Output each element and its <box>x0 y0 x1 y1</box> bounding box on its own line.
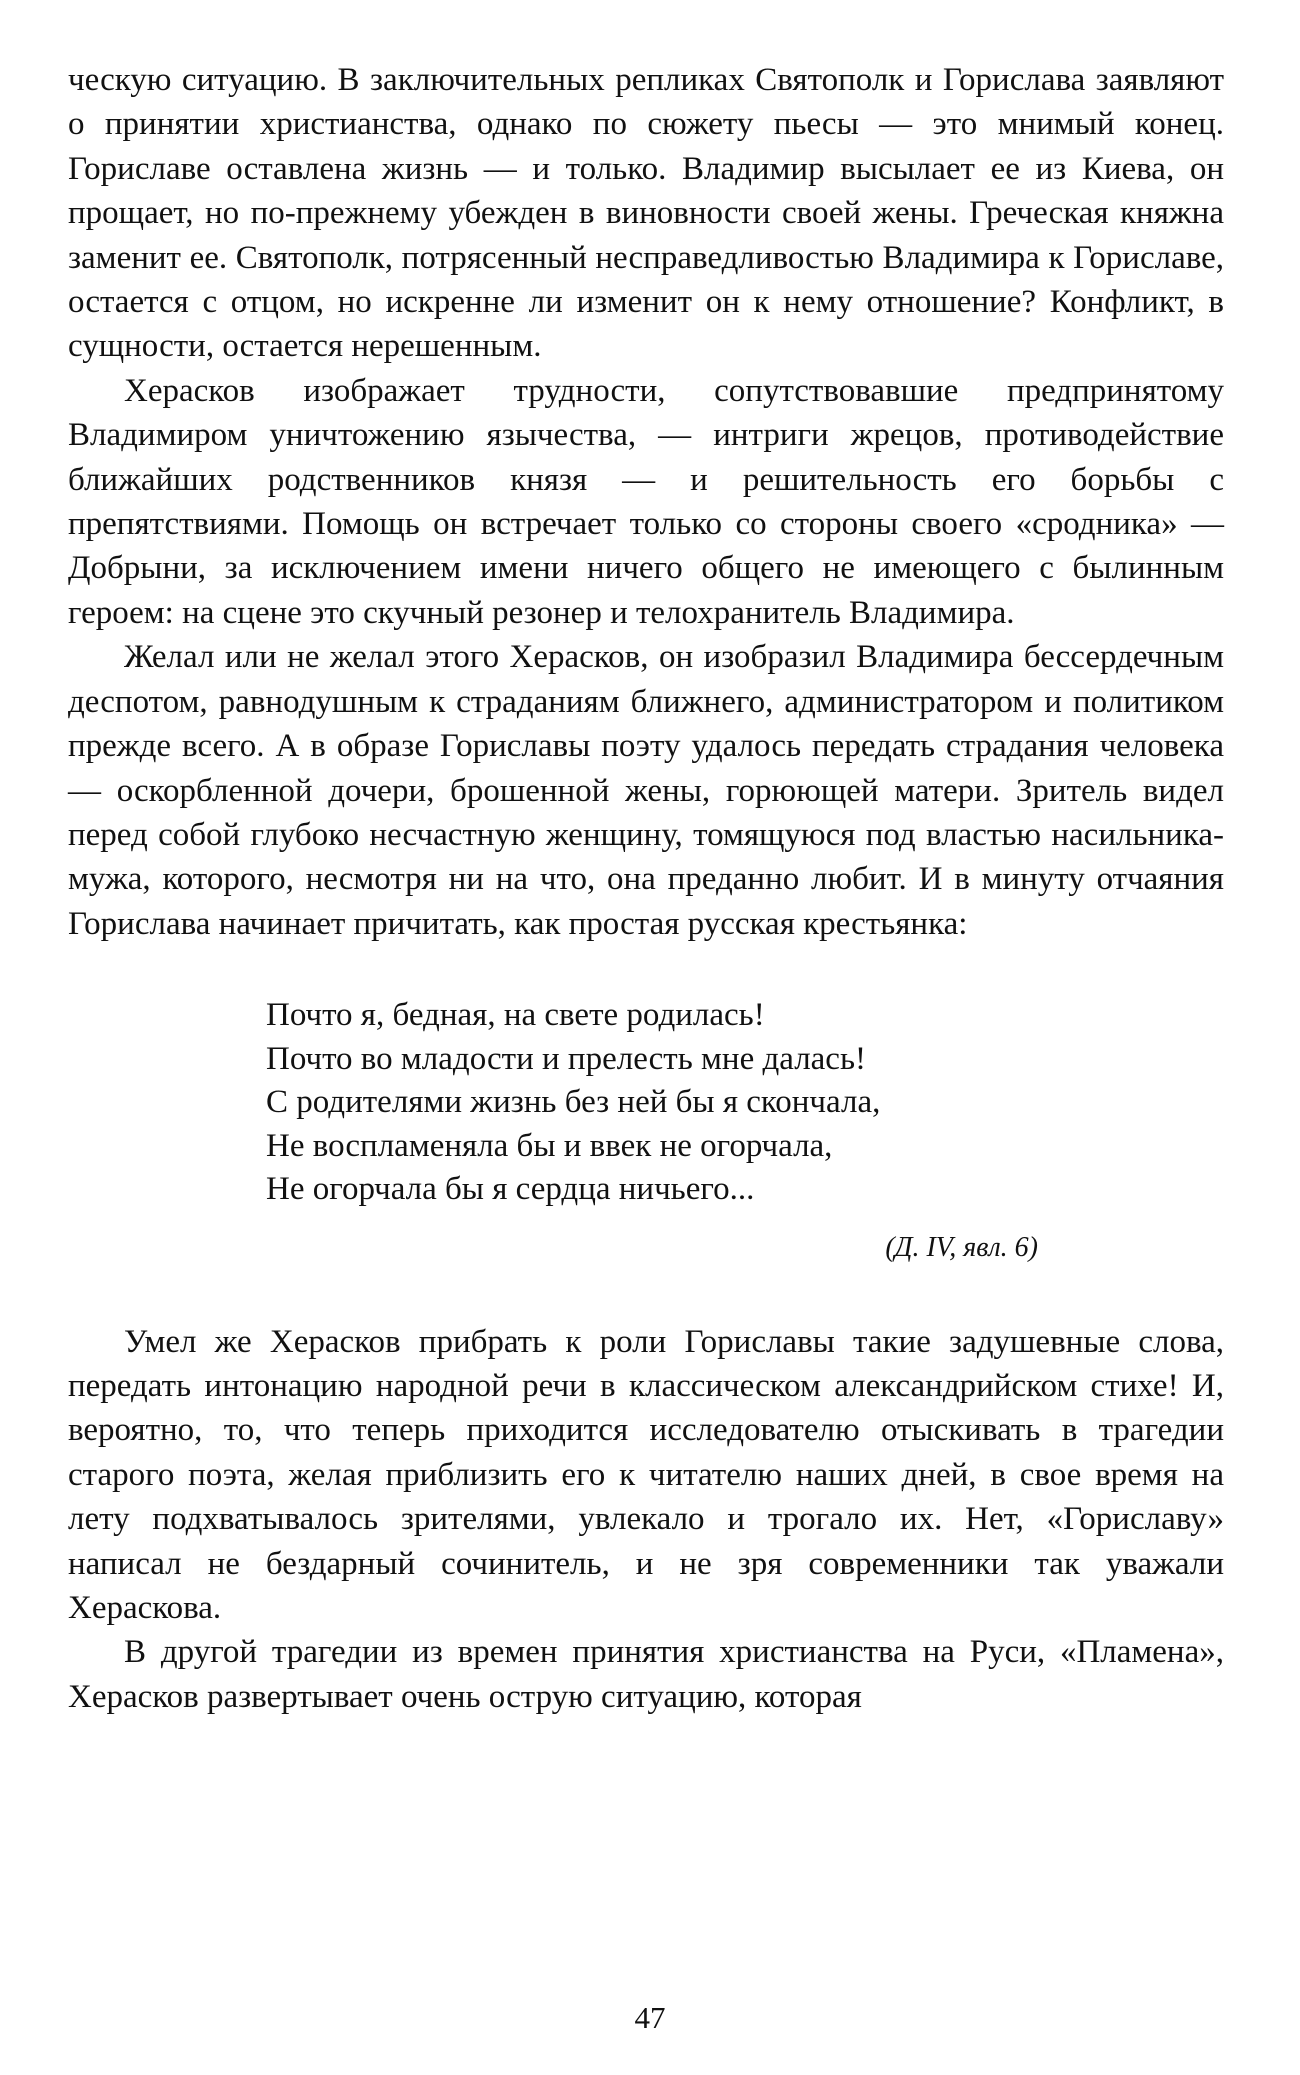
poem-line-3: С родителями жизнь без ней бы я скончала, <box>266 1084 881 1121</box>
poem-line-1: Почто я, бедная, на свете родилась! <box>266 997 765 1034</box>
paragraph-3: Желал или не желал этого Херасков, он изобразил Владимира бессердечным деспотом, равнодушным к страданиям ближнего, администратором и политиком прежде всего. А в образе Гориславы поэту удалось передать страдания человека — оскорбленной дочери, брошенной жены, горюющей матери. Зритель видел перед собой глубоко несчастную женщину, томящуюся под властью насильника-мужа, которого, несмотря ни на что, она преданно любит. И в минуту отчаяния Горислава начинает причитать, как простая русская крестьянка: <box>68 639 1224 942</box>
paragraph-1: ческую ситуацию. В заключительных репликах Святополк и Горислава заявляют о принятии христианства, однако по сюжету пьесы — это мнимый конец. Гориславе оставлена жизнь — и только. Владимир высылает ее из Киева, он прощает, но по-прежнему убежден в виновности своей жены. Греческая княжна заменит ее. Святополк, потрясенный несправедливостью Владимира к Гориславе, остается с отцом, но искренне ли изменит он к нему отношение? Конфликт, в сущности, остается нерешенным. <box>68 62 1224 365</box>
paragraph-4: Умел же Херасков прибрать к роли Гориславы такие задушевные слова, передать интонацию народной речи в классическом александрийском стихе! И, вероятно, то, что теперь приходится исследователю отыскивать в трагедии старого поэта, желая приблизить его к читателю наших дней, в свое время на лету подхватывалось зрителями, увлекало и трогало их. Нет, «Гориславу» написал не бездарный сочинитель, и не зря современники так уважали Хераскова. <box>68 1323 1224 1627</box>
paragraph-2: Херасков изображает трудности, сопутствовавшие предпринятому Владимиром уничтожению язычества, — интриги жрецов, противодействие ближайших родственников князя — и решительность его борьбы с препятствиями. Помощь он встречает только со стороны своего «сродника» — Добрыни, за исключением имени ничего общего не имеющего с былинным героем: на сцене это скучный резонер и телохранитель Владимира. <box>68 372 1224 631</box>
page-body <box>68 58 1224 1719</box>
poem-quote <box>266 994 1224 1212</box>
paragraph-5: В другой трагедии из времен принятия христианства на Руси, «Пламена», Херасков развертывает очень острую ситуацию, которая <box>68 1634 1224 1715</box>
poem-line-5: Не огорчала бы я сердца ничьего... <box>266 1171 755 1208</box>
poem-source-reference: (Д. IV, явл. 6) <box>885 1231 1038 1263</box>
page-number: 47 <box>634 2000 666 2035</box>
poem-line-4: Не воспламеняла бы и ввек не огорчала, <box>266 1127 833 1164</box>
poem-line-2: Почто во младости и прелесть мне далась! <box>266 1040 866 1077</box>
